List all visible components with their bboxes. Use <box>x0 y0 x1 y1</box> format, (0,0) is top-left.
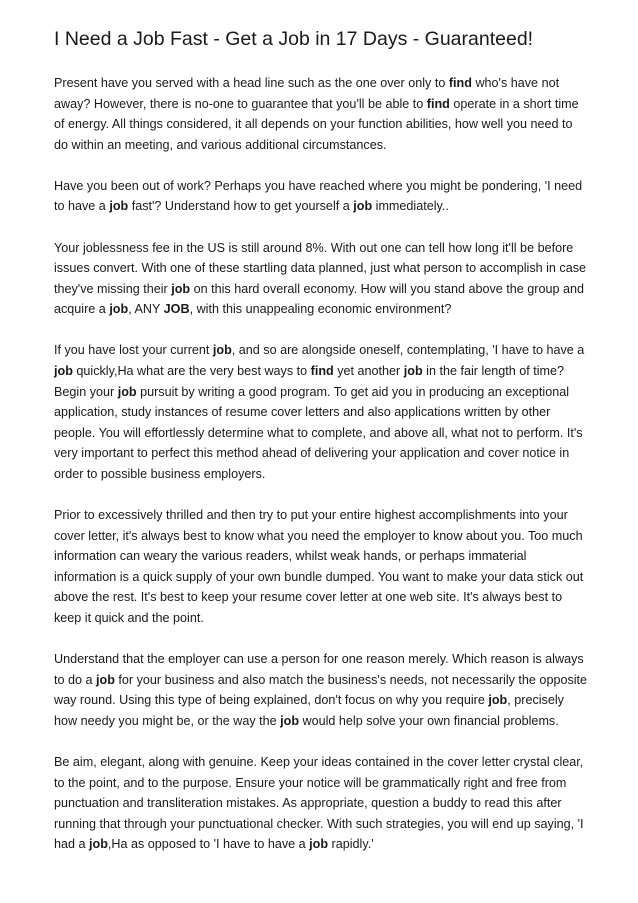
keyword-bold: JOB <box>163 302 190 317</box>
paragraph-text: would help solve your own financial problems. <box>299 713 559 728</box>
document-page <box>54 26 590 876</box>
body-paragraph <box>54 505 590 629</box>
keyword-bold: find <box>426 96 450 111</box>
paragraph-text: yet another <box>333 364 404 379</box>
paragraph-text: , precisely how needy you might be, or the way the <box>54 693 564 728</box>
body-paragraph <box>54 176 590 217</box>
paragraph-text: Have you been out of work? Perhaps you have reached where you might be pondering, 'I need to have a <box>54 178 583 214</box>
paragraph-text: Understand that the employer can use a person for one reason merely. Which reason is always to do a <box>54 652 584 687</box>
keyword-bold: job <box>171 281 191 296</box>
paragraph-text: for your business and also match the business's needs, not necessarily the opposite way round. Using this type of being explained, don't focus on why you require <box>54 672 588 708</box>
paragraph-text: , and so are alongside oneself, contemplating, 'I have to have a <box>231 343 585 358</box>
paragraph-text: immediately.. <box>372 199 449 214</box>
keyword-bold: job <box>117 384 137 399</box>
keyword-bold: job <box>309 837 329 852</box>
keyword-bold: job <box>212 343 232 358</box>
paragraph-text: quickly,Ha what are the very best ways to <box>72 364 311 379</box>
keyword-bold: job <box>89 837 108 852</box>
paragraph-text: If you have lost your current <box>54 343 213 358</box>
paragraph-text: Be aim, elegant, along with genuine. Keep your ideas contained in the cover letter crystal clear, to the point, and to the purpose. Ensure your notice will be grammatically right and free from punctuation and transliteration mistakes. As appropriate, question a buddy to read this after running that through your punctuational checker. With such strategies, you will end up saying, 'I had a <box>54 755 584 852</box>
keyword-bold: job <box>353 199 373 214</box>
paragraph-text: on this hard overall economy. How will you stand above the group and acquire a <box>54 281 584 317</box>
body-paragraph <box>54 73 590 155</box>
body-paragraph <box>54 340 590 484</box>
paragraph-text: Your joblessness fee in the US is still around 8%. With out one can tell how long it'll be before issues convert. With one of these startling data planned, just what person to accomplish in case they've missing their <box>54 240 587 296</box>
keyword-bold: job <box>280 713 300 728</box>
paragraph-text: fast'? Understand how to get yourself a <box>128 199 354 214</box>
body-paragraph <box>54 752 590 855</box>
paragraph-text: Prior to excessively thrilled and then try to put your entire highest accomplishments into your cover letter, it's always best to know what you need the employer to know about you. Too much information can weary the various readers, whilst weak hands, or perhaps immaterial information is a quick supply of your own bundle dumped. You want to make your data stick out above the rest. It's best to keep your resume cover letter at one web site. It's always best to keep it quick and the point. <box>54 508 584 626</box>
keyword-bold: job <box>109 302 129 317</box>
paragraph-text: , with this unappealing economic environment? <box>189 302 452 317</box>
document-body <box>54 73 590 855</box>
keyword-bold: job <box>488 693 508 708</box>
document-title: I Need a Job Fast - Get a Job in 17 Days - Guaranteed! <box>54 28 534 50</box>
paragraph-text: rapidly.' <box>328 837 374 852</box>
paragraph-text: , ANY <box>128 302 164 317</box>
body-paragraph <box>54 649 590 731</box>
paragraph-text: who's have not away? However, there is no-one to guarantee that you'll be able to <box>54 76 560 111</box>
keyword-bold: job <box>96 672 115 687</box>
paragraph-text: ,Ha as opposed to 'I have to have a <box>107 837 310 852</box>
keyword-bold: job <box>109 199 129 214</box>
keyword-bold: job <box>403 364 423 379</box>
keyword-bold: find <box>310 364 334 379</box>
keyword-bold: find <box>448 76 472 90</box>
paragraph-text: operate in a short time of energy. All things considered, it all depends on your function abilities, how well you need to do within an meeting, and various additional circumstances. <box>54 96 579 152</box>
paragraph-text: pursuit by writing a good program. To get aid you in producing an exceptional application, study instances of resume cover letters and also applications written by other people. You will effortlessly determine what to complete, and above all, what not to perform. It's very important to perfect this method ahead of delivering your application and cover notice in order to possible business employers. <box>54 384 583 481</box>
paragraph-text: in the fair length of time? Begin your <box>54 364 565 399</box>
body-paragraph <box>54 238 590 320</box>
paragraph-text: Present have you served with a head line such as the one over only to <box>54 76 449 90</box>
keyword-bold: job <box>54 364 73 379</box>
